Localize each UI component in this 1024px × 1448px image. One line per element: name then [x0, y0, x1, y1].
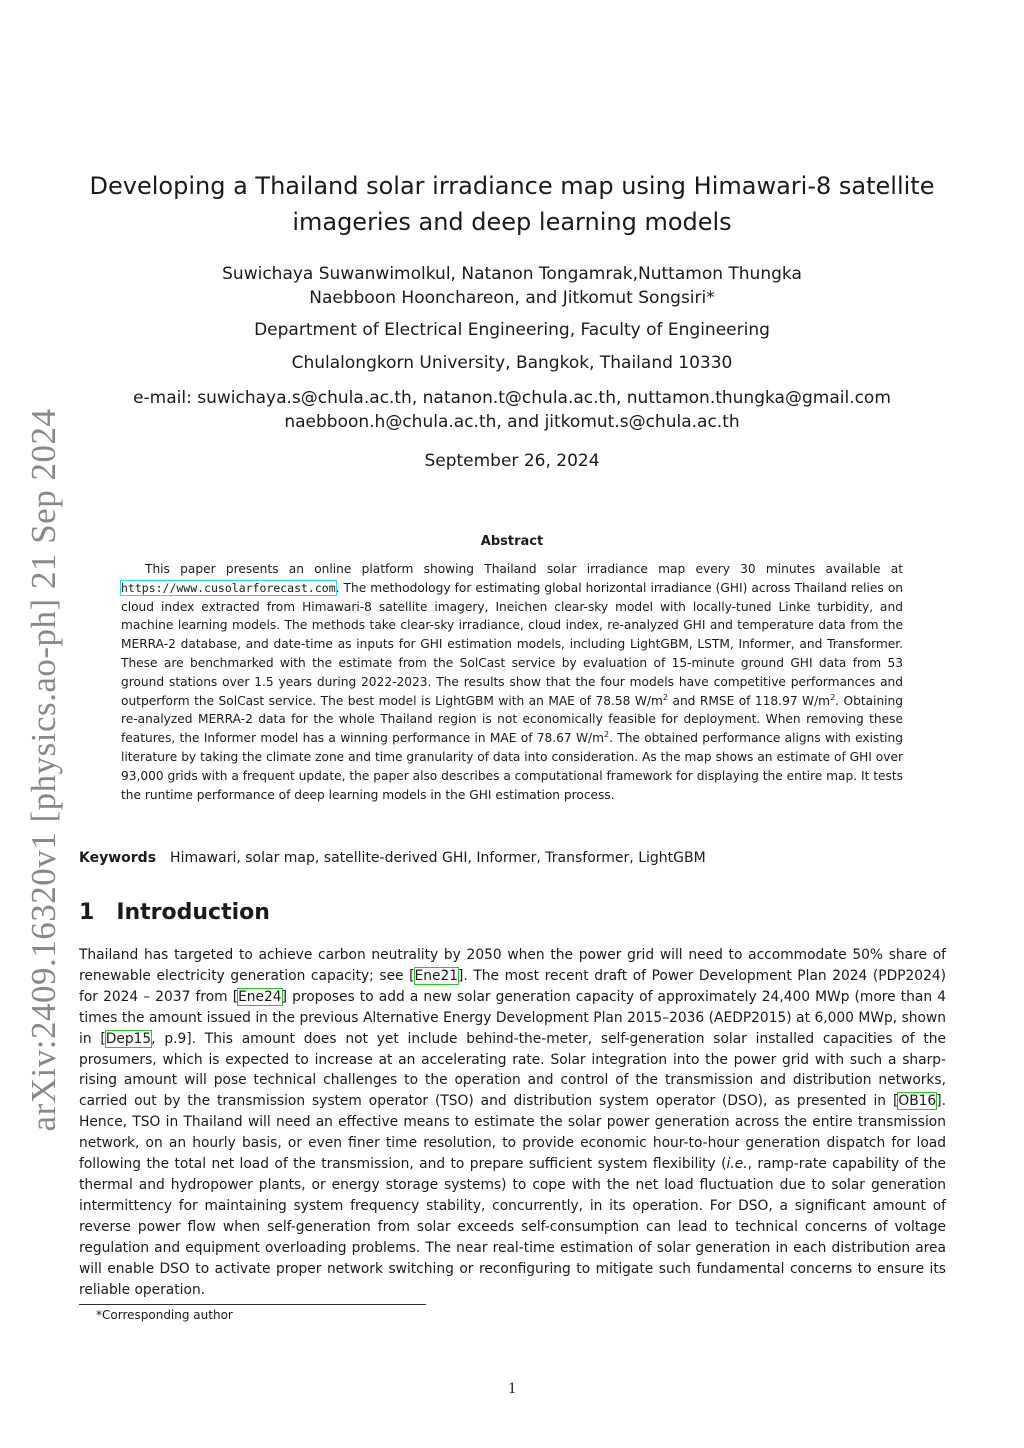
intro-text-5: . Hence, TSO in Thailand will need an effective means to estimate the solar power generation across the entire transmission network, on an hourly basis, or even finer time resolution, to provide economic hour-to-hour generation dispatch for load following the total net load of the transmission, and to prepare sufficient system flexibility ( [79, 1093, 946, 1173]
publication-date: September 26, 2024 [424, 451, 600, 471]
superscript-2: 2 [662, 692, 669, 702]
intro-italic-ie: i.e. [726, 1156, 748, 1173]
title-line-2: imageries and deep learning models [292, 208, 732, 236]
keywords-line [79, 850, 949, 866]
citation-link[interactable]: Ene24 [238, 988, 282, 1005]
section-heading [79, 900, 270, 925]
affiliation-department: Department of Electrical Engineering, Faculty of Engineering [254, 320, 770, 340]
superscript-2: 2 [830, 692, 836, 702]
section-title: Introduction [116, 900, 270, 925]
citation-link[interactable]: Dep15 [105, 1030, 152, 1047]
abstract-text-1: This paper presents an online platform showing Thailand solar irradiance map every 30 minutes available at [145, 562, 903, 576]
author-emails [80, 386, 944, 434]
citation-link[interactable]: Ene21 [414, 967, 459, 984]
intro-text-3: proposes to add a new solar generation capacity of approximately 24,400 MWp (more than 4 times the amount issued in the previous Alternative Energy Development Plan 2015–2036 (AEDP2015) at 6,000 MWp, shown in [79, 988, 946, 1047]
abstract-text-4: . Obtaining re-analyzed MERRA-2 data for the whole Thailand region is not economically feasible for deployment. When removing these features, the Informer model has a winning performance in MAE of 78.67 W/m [121, 693, 904, 746]
intro-text-4: , p.9]. This amount does not yet include behind-the-meter, self-generation solar installed capacities of the prosumers, which is expected to increase at an accelerating rate. Solar integration into the power grid with such a sharp-rising amount will pose technical challenges to the operation and control of the transmission and distribution networks, carried out by the transmission system operator (TSO) and distribution system operator (DSO), as presented in [79, 1030, 946, 1110]
keywords-label: Keywords [79, 850, 157, 866]
footnote-divider [79, 1304, 426, 1305]
paper-title [80, 168, 944, 240]
intro-text-6: , ramp-rate capability of the thermal and hydropower plants, or energy storage systems) to cope with the net load fluctuation due to solar generation intermittency for maintaining system frequency stability, concurrently, in its operation. For DSO, a significant amount of reverse power flow when self-generation from solar exceeds self-consumption can lead to technical concerns of voltage regulation and equipment overloading problems. The near real-time estimation of solar generation in each distribution area will enable DSO to activate proper network switching or reconfiguring to mitigate such fundamental concerns to ensure its reliable operation. [79, 1156, 946, 1298]
intro-paragraph: Thailand has targeted to achieve carbon neutrality by 2050 when the power grid will need to accommodate 50% share of renewable electricity generation capacity; see [Ene21]. The most recent draft of Power Development Plan 2024 (PDP2024) for 2024 – 2037 from [Ene24] proposes to add a new solar generation capacity of approximately 24,400 MWp (more than 4 times the amount issued in the previous Alternative Energy Development Plan 2015–2036 (AEDP2015) at 6,000 MWp, shown in [Dep15, p.9]. This amount does not yet include behind-the-meter, self-generation solar installed capacities of the prosumers, which is expected to increase at an accelerating rate. Solar integration into the power grid with such a sharp-rising amount will pose technical challenges to the operation and control of the transmission and distribution networks, carried out by the transmission system operator (TSO) and distribution system operator (DSO), as presented in [OB16]. Hence, TSO in Thailand will need an effective means to estimate the solar power generation across the entire transmission network, on an hourly basis, or even finer time resolution, to provide economic hour-to-hour generation dispatch for load following the total net load of the transmission, and to prepare sufficient system flexibility (i.e., ramp-rate capability of the thermal and hydropower plants, or energy storage systems) to cope with the net load fluctuation due to solar generation intermittency for maintaining system frequency stability, concurrently, in its operation. For DSO, a significant amount of reverse power flow when self-generation from solar exceeds self-consumption can lead to technical concerns of voltage regulation and equipment overloading problems. The near real-time estimation of solar generation in each distribution area will enable DSO to activate proper network switching or reconfiguring to mitigate such fundamental concerns to ensure its reliable operation. [79, 947, 947, 1298]
website-link[interactable]: https://www.cusolarforecast.com [121, 580, 336, 595]
section-number: 1 [79, 900, 95, 925]
authors-line-1: Suwichaya Suwanwimolkul, Natanon Tongamrak,Nuttamon Thungka [222, 264, 802, 284]
title-line-1: Developing a Thailand solar irradiance map using Himawari-8 satellite [89, 172, 935, 200]
abstract-text-2: . The methodology for estimating global horizontal irradiance (GHI) across Thailand relies on cloud index extracted from Himawari-8 satellite imagery, Ineichen clear-sky model with locally-tuned Linke turbidity, and machine learning models. The methods take clear-sky irradiance, cloud index, re-analyzed GHI and temperature data from the MERRA-2 database, and date-time as inputs for GHI estimation models, including LightGBM, LSTM, Informer, and Transformer. These are benchmarked with the estimate from the SolCast service by evaluation of 15-minute ground GHI data from 53 ground stations over 1.5 years during 2022-2023. The results show that the four models have competitive performances and outperform the SolCast service. The best model is LightGBM with an MAE of 78.58 W/m [121, 580, 903, 708]
abstract-body [121, 560, 903, 804]
abstract-heading: Abstract [480, 534, 544, 549]
intro-text-1: Thailand has targeted to achieve carbon neutrality by 2050 when the power grid will need to accommodate 50% share of renewable electricity generation capacity; see [79, 947, 946, 984]
emails-line-2: naebboon.h@chula.ac.th, and jitkomut.s@chula.ac.th [284, 412, 740, 432]
abstract-text-3: and RMSE of 118.97 W/m [668, 693, 831, 708]
affiliation-university: Chulalongkorn University, Bangkok, Thailand 10330 [291, 353, 733, 373]
superscript-2: 2 [604, 730, 610, 740]
citation-link[interactable]: OB16 [898, 1093, 937, 1110]
authors-line-2: Naebboon Hoonchareon, and Jitkomut Songsiri* [309, 288, 715, 308]
intro-text-2: . The most recent draft of Power Development Plan 2024 (PDP2024) for 2024 – 2037 from [79, 967, 947, 1005]
abstract-text-5: . The obtained performance aligns with existing literature by taking the climate zone and time granularity of data into consideration. As the map shows an estimate of GHI over 93,000 grids with a frequent update, the paper also describes a computational framework for displaying the entire map. It tests the runtime performance of deep learning models in the GHI estimation process. [121, 731, 904, 802]
arxiv-identifier-stamp: arXiv:2409.16320v1 [physics.ao-ph] 21 Sep 2024 [24, 408, 63, 1132]
page-number: 1 [508, 1380, 516, 1397]
footnote: *Corresponding author [96, 1308, 233, 1322]
author-list [80, 262, 944, 310]
keywords-text: Himawari, solar map, satellite-derived GHI, Informer, Transformer, LightGBM [170, 850, 706, 866]
introduction-body [79, 945, 946, 1300]
abstract-paragraph [121, 560, 903, 804]
emails-line-1: e-mail: suwichaya.s@chula.ac.th, natanon.t@chula.ac.th, nuttamon.thungka@gmail.com [133, 388, 891, 408]
